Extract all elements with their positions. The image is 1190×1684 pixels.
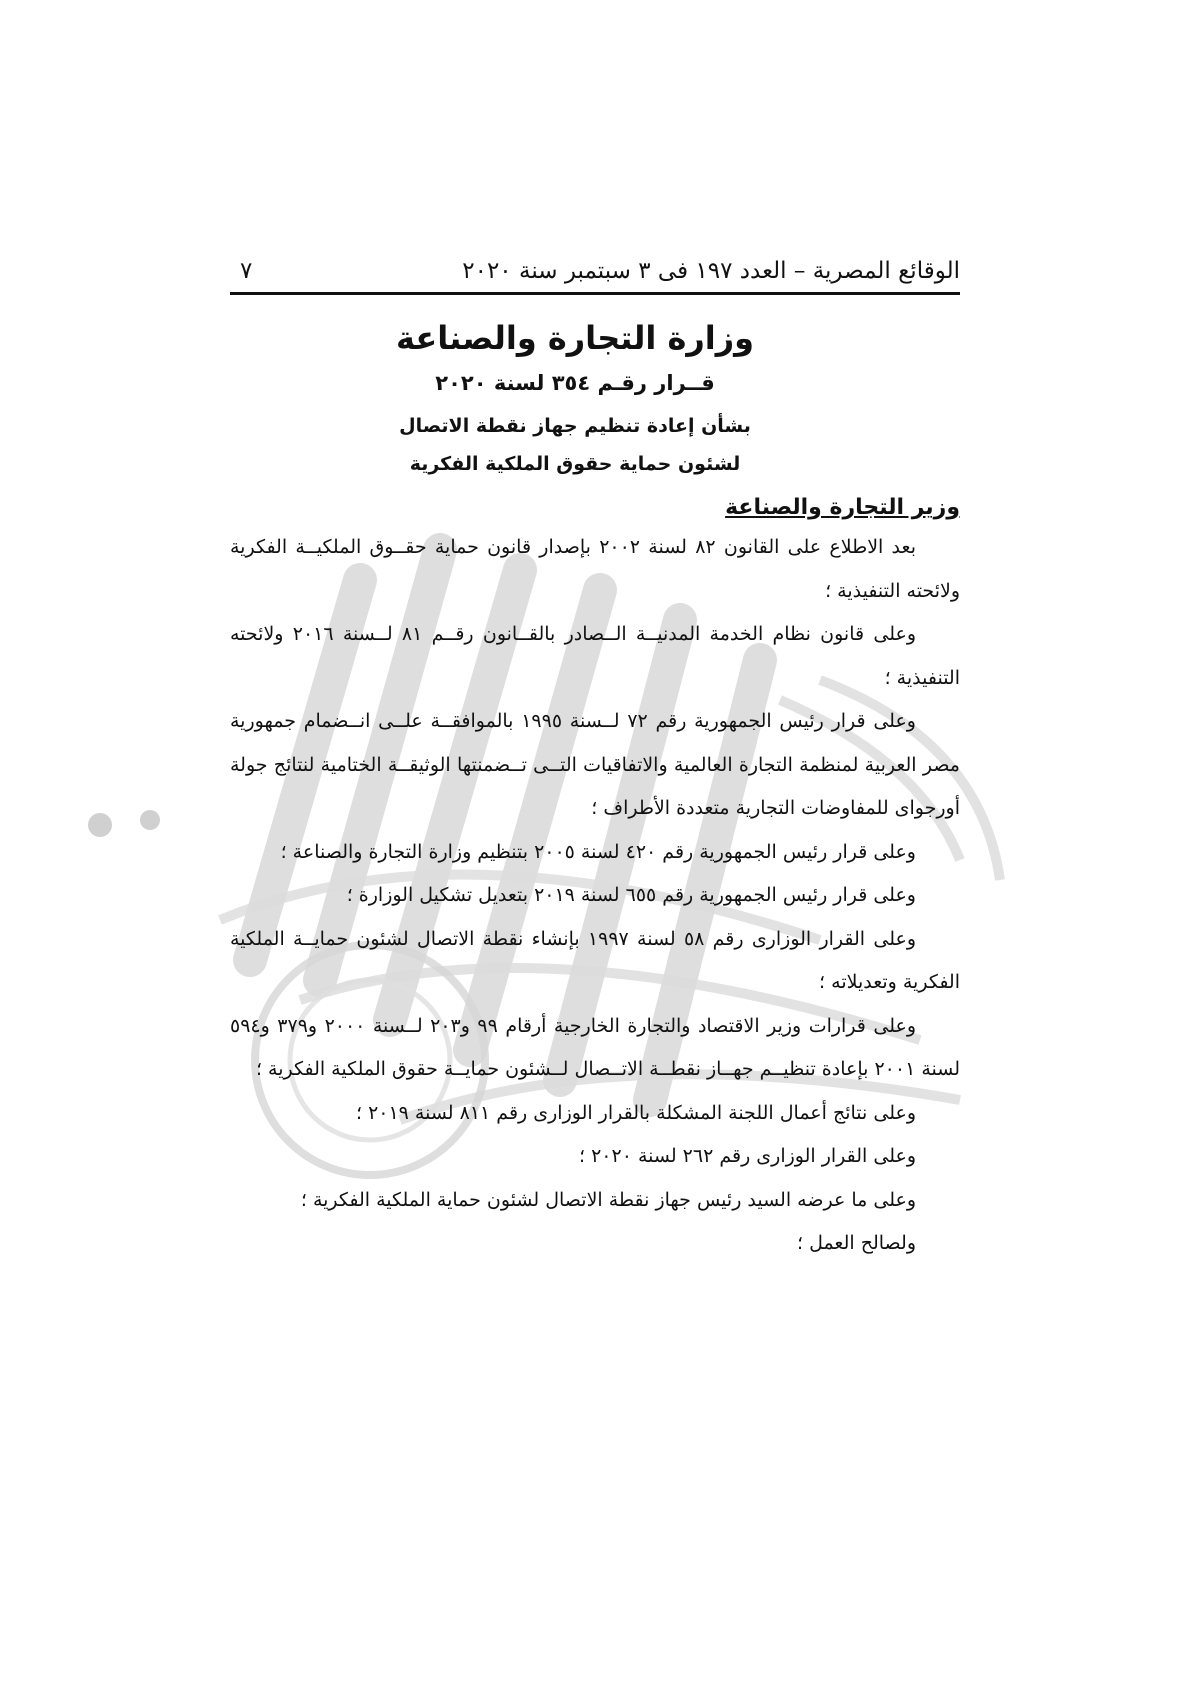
preamble-paragraph: بعد الاطلاع على القانون ٨٢ لسنة ٢٠٠٢ بإصدار قانون حماية حقــوق الملكيــة الفكرية ولائحته التنفيذية ؛ [230,536,960,602]
page-header [230,258,960,295]
preamble-body [230,526,960,1266]
preamble-paragraph: وعلى القرار الوزارى رقم ٢٦٢ لسنة ٢٠٢٠ ؛ [579,1145,916,1167]
preamble-paragraph: وعلى القرار الوزارى رقم ٥٨ لسنة ١٩٩٧ بإنشاء نقطة الاتصال لشئون حمايــة الملكية الفكرية وتعديلاته ؛ [230,927,960,993]
preamble-paragraph: وعلى ما عرضه السيد رئيس جهاز نقطة الاتصال لشئون حماية الملكية الفكرية ؛ [300,1188,916,1211]
preamble-paragraph: وعلى نتائج أعمال اللجنة المشكلة بالقرار الوزارى رقم ٨١١ لسنة ٢٠١٩ ؛ [355,1101,916,1124]
minister-heading: وزير التجارة والصناعة [725,495,960,520]
title-block [230,319,960,475]
preamble-paragraph: وعلى قانون نظام الخدمة المدنيــة الــصادر بالقــانون رقــم ٨١ لــسنة ٢٠١٦ ولائحته التنفيذية ؛ [230,623,960,689]
gazette-title: الوقائع المصرية – العدد ١٩٧ فى ٣ سبتمبر سنة ٢٠٢٠ [462,258,960,284]
page-number: ٧ [240,258,253,284]
preamble-paragraph: وعلى قرارات وزير الاقتصاد والتجارة الخارجية أرقام ٩٩ و٢٠٣ لــسنة ٢٠٠٠ و٣٧٩ و٥٩٤ لسنة ٢٠٠١ بإعادة تنظيــم جهــاز نقطــة الاتــصال لــشئون حمايــة حقوق الملكية الفكرية ؛ [230,1014,960,1080]
preamble-paragraph: وعلى قرار رئيس الجمهورية رقم ٤٢٠ لسنة ٢٠٠٥ بتنظيم وزارة التجارة والصناعة ؛ [280,840,916,863]
decree-subject-line-2: لشئون حماية حقوق الملكية الفكرية [409,453,741,475]
decree-subject-line-1: بشأن إعادة تنظيم جهاز نقطة الاتصال [399,415,751,437]
decree-number: قــرار رقـم ٣٥٤ لسنة ٢٠٢٠ [435,371,715,395]
preamble-paragraph: ولصالح العمل ؛ [796,1232,916,1254]
preamble-paragraph: وعلى قرار رئيس الجمهورية رقم ٧٢ لــسنة ١٩٩٥ بالموافقــة علــى انــضمام جمهورية مصر العربية لمنظمة التجارة العالمية والاتفاقيات التــى تــضمنتها الوثيقــة الختامية لنتائج جولة أورجواى للمفاوضات التجارية متعددة الأطراف ؛ [230,710,960,819]
ministry-title: وزارة التجارة والصناعة [395,319,755,357]
document-page [230,258,960,1266]
preamble-paragraph: وعلى قرار رئيس الجمهورية رقم ٦٥٥ لسنة ٢٠١٩ بتعديل تشكيل الوزارة ؛ [346,884,916,906]
